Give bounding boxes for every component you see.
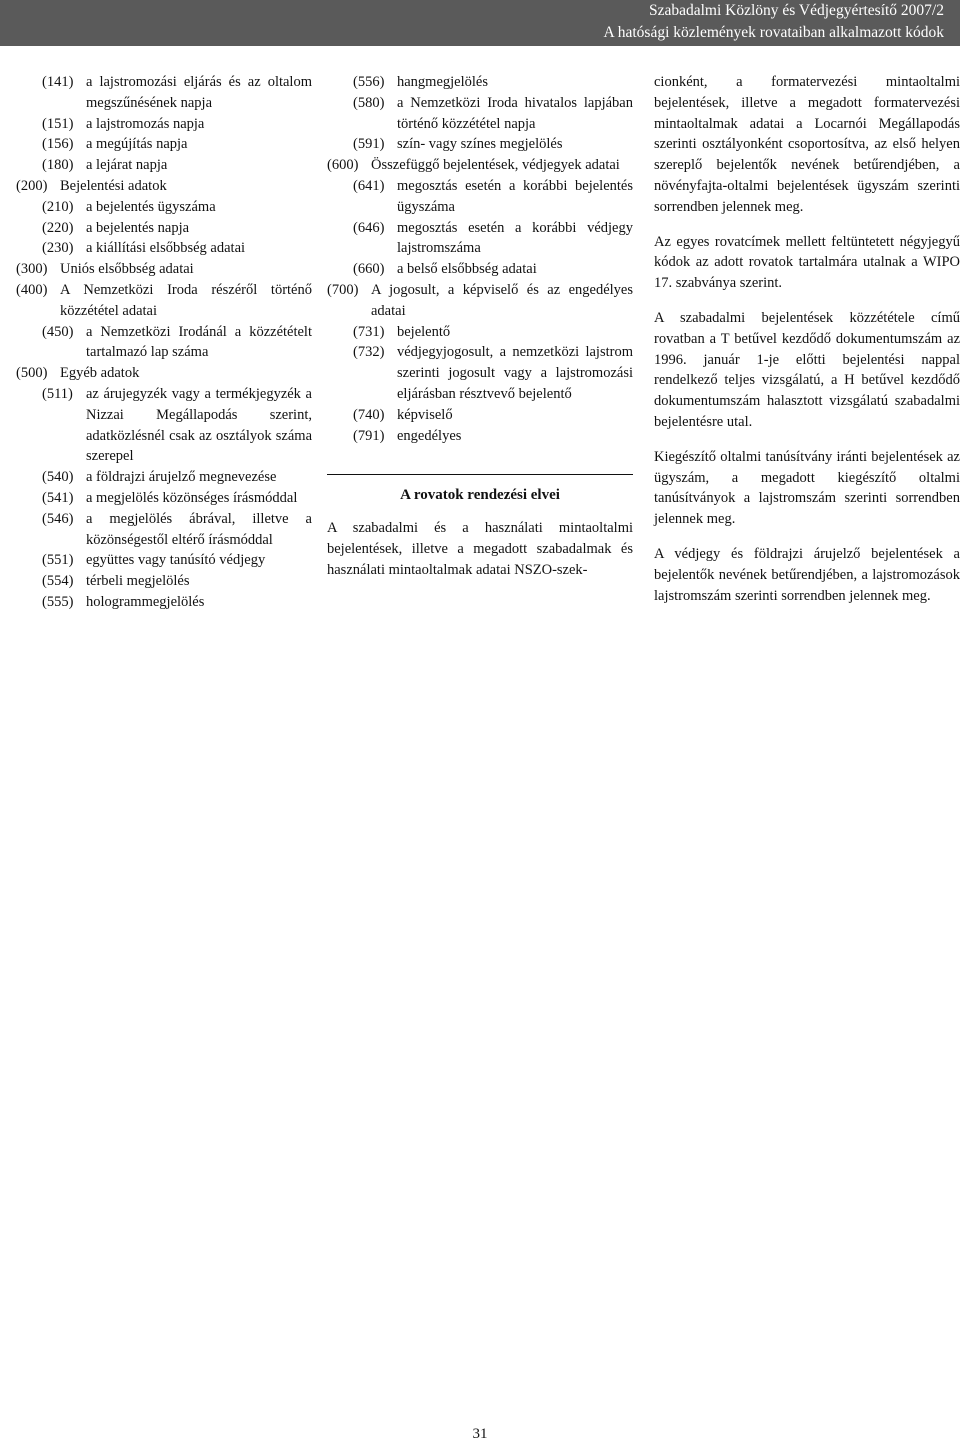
code-entry xyxy=(327,342,633,404)
code-entry xyxy=(327,322,633,343)
code-entry xyxy=(16,363,312,384)
code-entry xyxy=(16,280,312,322)
code-entry xyxy=(16,467,312,488)
code-entry xyxy=(16,197,312,218)
code-description: a bejelentés ügyszáma xyxy=(86,198,216,215)
code-entry xyxy=(327,280,633,322)
code-description: A jogosult, a képviselő és az engedélyes adatai xyxy=(371,281,633,319)
code-number: (700) xyxy=(327,281,359,298)
code-description: a megjelölés közönséges írásmóddal xyxy=(86,489,298,506)
text-column-3 xyxy=(654,72,960,620)
code-entry xyxy=(327,405,633,426)
code-description: a Nemzetközi Iroda hivatalos lapjában történő közzététel napja xyxy=(397,94,633,132)
code-description: szín- vagy színes megjelölés xyxy=(397,136,563,153)
code-description: Uniós elsőbbség adatai xyxy=(60,261,194,278)
code-number: (791) xyxy=(353,427,385,444)
code-number: (551) xyxy=(42,552,74,569)
code-entry xyxy=(16,114,312,135)
code-number: (151) xyxy=(42,115,74,132)
code-description: a bejelentés napja xyxy=(86,219,190,236)
code-number: (591) xyxy=(353,136,385,153)
journal-title: Szabadalmi Közlöny és Védjegyértesítő 2007/2 xyxy=(648,2,944,19)
code-description: térbeli megjelölés xyxy=(86,573,190,590)
section-intro-paragraph: A szabadalmi és a használati mintaoltalmi bejelentések, illetve a megadott szabadalmak és használati mintaoltalmak adatai NSZO-szek- xyxy=(327,520,633,578)
code-entry xyxy=(327,426,633,447)
code-entry xyxy=(327,259,633,280)
code-description: az árujegyzék vagy a termékjegyzék a Nizzai Megállapodás szerint, adatközlésnél csak az osztályok száma szerepel xyxy=(86,385,312,465)
code-number: (540) xyxy=(42,469,74,486)
code-number: (555) xyxy=(42,593,74,610)
code-description: megosztás esetén a korábbi védjegy lajstromszáma xyxy=(397,219,633,257)
code-description: a lejárat napja xyxy=(86,157,168,174)
code-number: (740) xyxy=(353,406,385,423)
code-entry xyxy=(16,550,312,571)
code-description: hologrammegjelölés xyxy=(86,593,205,610)
code-description: a lajstromozási eljárás és az oltalom megszűnésének napja xyxy=(86,74,312,111)
code-description: a lajstromozás napja xyxy=(86,115,205,132)
code-entry xyxy=(16,238,312,259)
code-description: a belső elsőbbség adatai xyxy=(397,261,537,278)
section-title: A rovatok rendezési elvei xyxy=(400,487,560,504)
code-description: a Nemzetközi Irodánál a közzétételt tartalmazó lap száma xyxy=(86,323,312,361)
code-entry xyxy=(16,134,312,155)
code-number: (641) xyxy=(353,177,385,194)
code-description: bejelentő xyxy=(397,323,451,340)
code-entry xyxy=(16,72,312,114)
code-entry xyxy=(16,571,312,592)
code-number: (660) xyxy=(353,261,385,278)
code-number: (500) xyxy=(16,365,48,382)
code-description: A Nemzetközi Iroda részéről történő közzététel adatai xyxy=(60,281,312,319)
code-description: Bejelentési adatok xyxy=(60,177,167,194)
code-entry xyxy=(327,72,633,93)
code-number: (554) xyxy=(42,573,74,590)
page-header xyxy=(0,0,960,46)
code-list-column-2 xyxy=(327,72,633,595)
code-description: a megújítás napja xyxy=(86,136,188,153)
code-description: együttes vagy tanúsító védjegy xyxy=(86,552,266,569)
code-entry xyxy=(16,384,312,467)
code-entry xyxy=(16,509,312,551)
code-number: (400) xyxy=(16,281,48,298)
code-description: Egyéb adatok xyxy=(60,365,140,382)
code-entry xyxy=(327,93,633,135)
paragraph: A szabadalmi bejelentések közzététele című rovatban a T betűvel kezdődő dokumentumszám az 1996. január 1-je előtti bejelentési nappal rendelkező teljes vizsgálatú, a H betűvel kezdődő dokumentumszám halasztott vizsgálatú szabadalmi bejelentésre utal. xyxy=(654,309,960,430)
code-entry xyxy=(16,218,312,239)
section-divider xyxy=(327,474,633,475)
code-entry xyxy=(16,259,312,280)
code-entry xyxy=(16,176,312,197)
code-number: (180) xyxy=(42,157,74,174)
code-entry xyxy=(327,218,633,260)
code-description: megosztás esetén a korábbi bejelentés ügyszáma xyxy=(397,177,633,215)
paragraph: cionként, a formatervezési mintaoltalmi bejelentések, illetve a megadott formatervezési mintaoltalmak adatai a Locarnói Megállapodás szerinti osztályonként csoportosítva, az első helyen szereplő bejelentők nevének betűrendjében, a növényfajta-oltalmi bejelentések ügyszám szerinti sorrendben jelennek meg. xyxy=(654,74,960,215)
code-number: (580) xyxy=(353,94,385,111)
code-number: (200) xyxy=(16,177,48,194)
code-number: (600) xyxy=(327,157,359,174)
code-description: védjegyjogosult, a nemzetközi lajstrom szerinti jogosult vagy a lajstromozási eljárásban résztvevő bejelentő xyxy=(397,344,633,402)
code-entry xyxy=(16,488,312,509)
paragraph: Kiegészítő oltalmi tanúsítvány iránti bejelentések az ügyszám, a megadott kiegészítő oltalmi tanúsítványok a lajstromszám szerinti sorrendben jelennek meg. xyxy=(654,448,960,528)
code-number: (646) xyxy=(353,219,385,236)
code-number: (300) xyxy=(16,261,48,278)
code-number: (731) xyxy=(353,323,385,340)
code-number: (156) xyxy=(42,136,74,153)
code-number: (511) xyxy=(42,385,73,402)
code-list-column-1 xyxy=(16,72,312,613)
code-description: engedélyes xyxy=(397,427,462,444)
code-description: képviselő xyxy=(397,406,453,423)
section-heading: A hatósági közlemények rovataiban alkalmazott kódok xyxy=(603,24,944,41)
code-number: (210) xyxy=(42,198,74,215)
code-entry xyxy=(327,155,633,176)
code-number: (546) xyxy=(42,510,74,527)
code-entry xyxy=(327,176,633,218)
code-number: (450) xyxy=(42,323,74,340)
code-description: a kiállítási elsőbbség adatai xyxy=(86,240,246,257)
code-description: hangmegjelölés xyxy=(397,74,489,90)
code-list-column-2-items xyxy=(327,72,633,446)
code-entry xyxy=(327,134,633,155)
code-entry xyxy=(16,322,312,364)
code-description: a megjelölés ábrával, illetve a közönségestől eltérő írásmóddal xyxy=(86,510,312,548)
code-entry xyxy=(16,592,312,613)
code-description: Összefüggő bejelentések, védjegyek adatai xyxy=(371,157,620,174)
code-entry xyxy=(16,155,312,176)
code-number: (541) xyxy=(42,489,74,506)
code-number: (732) xyxy=(353,344,385,361)
page-number: 31 xyxy=(472,1426,488,1442)
code-number: (556) xyxy=(353,74,385,90)
code-description: a földrajzi árujelző megnevezése xyxy=(86,469,277,486)
code-number: (230) xyxy=(42,240,74,257)
paragraph: Az egyes rovatcímek mellett feltüntetett négyjegyű kódok az adott rovatok tartalmára utalnak a WIPO 17. szabványa szerint. xyxy=(654,233,960,292)
code-number: (141) xyxy=(42,74,74,90)
paragraph: A védjegy és földrajzi árujelző bejelentések a bejelentők nevének betűrendjében, a lajstromozások lajstromszám szerinti sorrendben jelennek meg. xyxy=(654,545,960,604)
code-number: (220) xyxy=(42,219,74,236)
